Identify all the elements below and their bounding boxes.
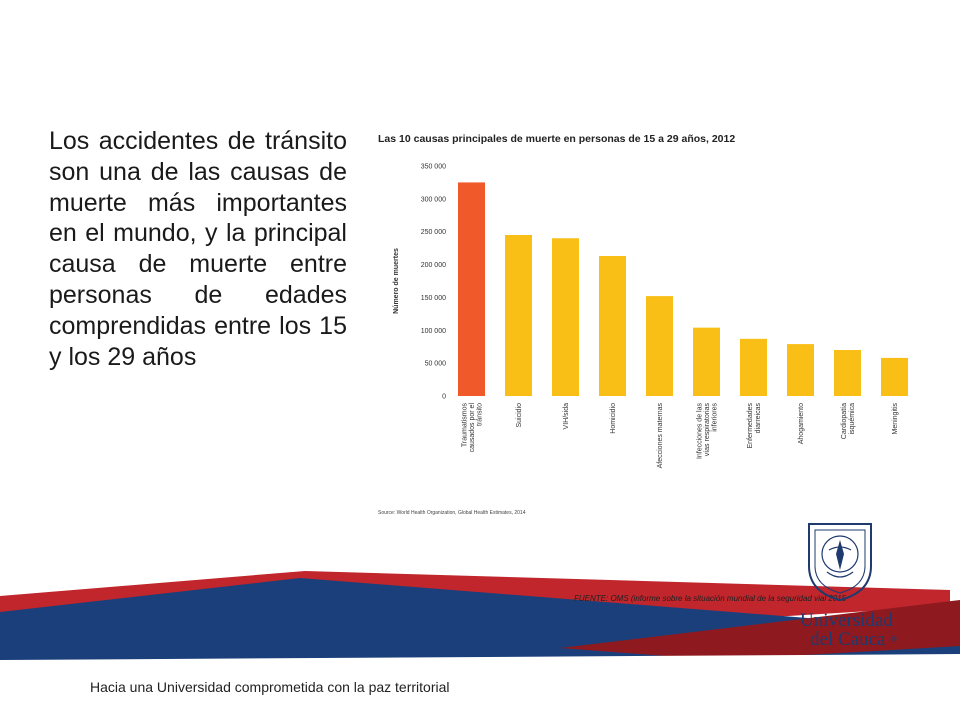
university-name-line2 [810, 630, 910, 649]
bar-chart [368, 122, 924, 524]
chart-source: Source: World Health Organization, Global Health Estimates, 2014 [378, 510, 526, 516]
footer-slogan: Hacia una Universidad comprometida con la paz territorial [90, 679, 450, 695]
university-name-line2-text: del Cauca [810, 629, 886, 650]
x-tick-label: Homicidio [610, 403, 617, 434]
university-seal-icon [803, 520, 877, 602]
source-note: FUENTE: OMS (informe sobre la situación mundial de la seguridad vial 2015 [574, 594, 847, 603]
university-name-line1: Universidad [800, 610, 893, 631]
bar [552, 238, 579, 396]
y-tick-label: 50 000 [424, 360, 446, 368]
x-tick-label: Afecciones maternas [657, 403, 664, 469]
y-tick-label: 100 000 [420, 327, 446, 335]
y-tick-label: 300 000 [420, 196, 446, 204]
y-tick-label: 0 [442, 393, 446, 401]
chart-panel [368, 122, 924, 524]
bar [458, 182, 485, 396]
registered-mark: ® [890, 634, 898, 644]
y-tick-label: 200 000 [420, 262, 446, 270]
x-tick-label: VIH/sida [563, 403, 570, 430]
x-tick-label: Ahogamiento [798, 403, 805, 445]
bar [834, 350, 861, 396]
university-name [800, 611, 910, 649]
bar [599, 256, 626, 396]
y-tick-label: 150 000 [420, 294, 446, 302]
y-tick-label: 250 000 [420, 229, 446, 237]
y-tick-label: 350 000 [420, 163, 446, 171]
bar [740, 339, 767, 396]
x-tick-label: Infecciones de lasvías respiratoriasinferiores [696, 403, 719, 460]
bar [787, 344, 814, 396]
x-tick-label: Enfermedadesdiarreicas [747, 403, 762, 449]
x-tick-label: Suicidio [516, 403, 523, 428]
y-axis-label: Número de muertes [393, 248, 400, 314]
chart-title: Las 10 causas principales de muerte en personas de 15 a 29 años, 2012 [378, 133, 736, 145]
x-tick-label: Meningitis [892, 403, 899, 435]
x-tick-label: Cardiopatíaisquémica [841, 403, 856, 440]
x-tick-label: Traumatismoscausados por eltránsito [461, 403, 484, 453]
bar [505, 235, 532, 396]
slide-body-text: Los accidentes de tránsito son una de las causas de muerte más importantes en el mundo, y la principal causa de muerte entre personas de edades comprendidas entre los 15 y los 29 años [49, 127, 347, 371]
bar [693, 328, 720, 396]
bar [881, 358, 908, 396]
bar [646, 296, 673, 396]
